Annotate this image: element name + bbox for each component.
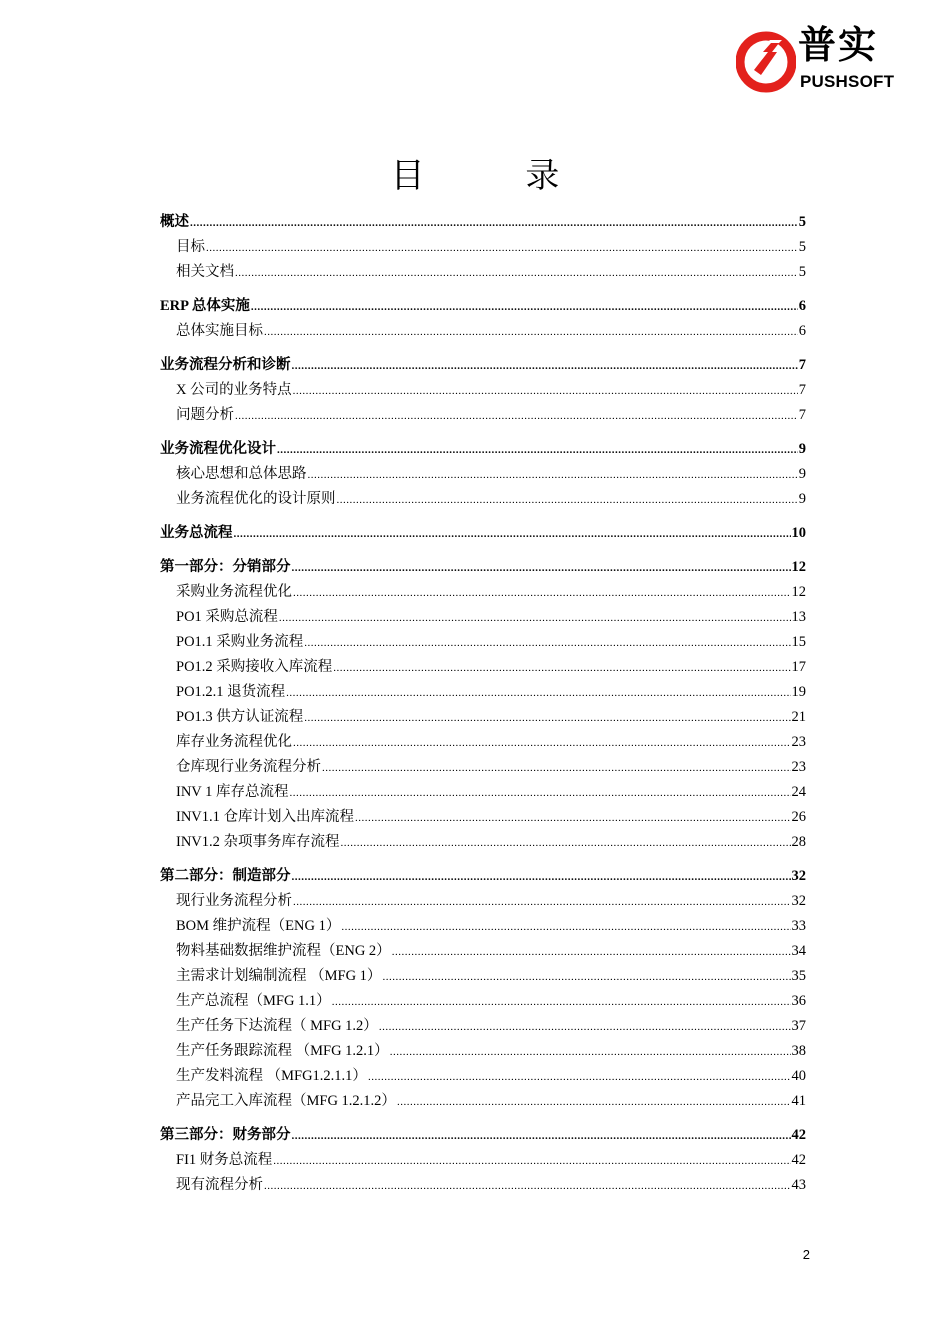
toc-entry-title: 第二部分：制造部分 (160, 868, 291, 884)
toc-entry-page: 7 (798, 357, 806, 373)
toc-entry-level2[interactable] (160, 1039, 806, 1064)
toc-entry-level1[interactable] (160, 555, 806, 580)
toc-entry-level2[interactable] (160, 889, 806, 914)
toc-entry-level2[interactable] (160, 403, 806, 428)
toc-entry-level2[interactable] (160, 378, 806, 403)
toc-leader-dots (290, 781, 791, 806)
pushsoft-logo-icon (736, 28, 796, 94)
toc-entry-level2[interactable] (160, 630, 806, 655)
toc-entry-title: 相关文档 (176, 264, 234, 280)
toc-entry-title: INV 1 库存总流程 (176, 784, 289, 800)
toc-entry-page: 40 (791, 1068, 806, 1084)
toc-entry-level1[interactable] (160, 294, 806, 319)
toc-entry-title: 核心思想和总体思路 (176, 466, 307, 482)
toc-entry-title: PO1.2.1 退货流程 (176, 684, 286, 700)
toc-entry-page: 42 (791, 1152, 806, 1168)
toc-entry-page: 13 (791, 609, 806, 625)
toc-entry-level2[interactable] (160, 605, 806, 630)
toc-entry-page: 5 (798, 214, 806, 230)
toc-entry-page: 10 (791, 525, 806, 541)
toc-entry-title: 仓库现行业务流程分析 (176, 759, 321, 775)
toc-entry-page: 17 (791, 659, 806, 675)
toc-leader-dots (341, 915, 790, 940)
toc-entry-level2[interactable] (160, 964, 806, 989)
toc-entry-page: 41 (791, 1093, 806, 1109)
toc-entry-level2[interactable] (160, 1148, 806, 1173)
toc-entry-title: 业务流程分析和诊断 (160, 357, 291, 373)
toc-entry-page: 23 (791, 734, 806, 750)
table-of-contents (160, 210, 806, 1198)
toc-entry-title: PO1.2 采购接收入库流程 (176, 659, 333, 675)
toc-entry-page: 12 (791, 559, 806, 575)
toc-leader-dots (190, 211, 798, 236)
toc-entry-title: 现有流程分析 (176, 1177, 263, 1193)
toc-leader-dots (341, 831, 791, 856)
toc-entry-page: 34 (791, 943, 806, 959)
logo-english-text: PUSHSOFT (800, 72, 895, 91)
toc-leader-dots (234, 522, 791, 547)
logo-chinese-text: 普实 (798, 23, 879, 67)
toc-leader-dots (293, 731, 791, 756)
toc-entry-title: X 公司的业务特点 (176, 382, 292, 398)
toc-leader-dots (235, 404, 798, 429)
toc-entry-page: 32 (791, 893, 806, 909)
toc-entry-page: 28 (791, 834, 806, 850)
toc-entry-page: 6 (798, 323, 806, 339)
toc-leader-dots (355, 806, 790, 831)
toc-entry-level2[interactable] (160, 655, 806, 680)
toc-entry-page: 37 (791, 1018, 806, 1034)
toc-leader-dots (304, 631, 790, 656)
toc-entry-level2[interactable] (160, 1064, 806, 1089)
toc-entry-level2[interactable] (160, 462, 806, 487)
toc-leader-dots (379, 1015, 791, 1040)
toc-entry-level2[interactable] (160, 755, 806, 780)
toc-entry-title: 业务流程优化设计 (160, 441, 276, 457)
toc-entry-page: 9 (798, 491, 806, 507)
toc-entry-page: 21 (791, 709, 806, 725)
toc-entry-page: 38 (791, 1043, 806, 1059)
toc-entry-title: 物料基础数据维护流程（ENG 2） (176, 943, 391, 959)
toc-entry-page: 26 (791, 809, 806, 825)
toc-entry-level2[interactable] (160, 680, 806, 705)
toc-entry-level2[interactable] (160, 914, 806, 939)
toc-leader-dots (264, 320, 798, 345)
toc-leader-dots (235, 261, 798, 286)
toc-leader-dots (382, 965, 790, 990)
toc-entry-level2[interactable] (160, 830, 806, 855)
toc-entry-level2[interactable] (160, 319, 806, 344)
toc-entry-level2[interactable] (160, 805, 806, 830)
toc-leader-dots (322, 756, 791, 781)
toc-leader-dots (368, 1065, 791, 1090)
toc-entry-level1[interactable] (160, 864, 806, 889)
toc-entry-title: FI1 财务总流程 (176, 1152, 273, 1168)
toc-entry-page: 23 (791, 759, 806, 775)
pushsoft-logo (736, 23, 906, 98)
toc-entry-page: 32 (791, 868, 806, 884)
toc-leader-dots (292, 1124, 791, 1149)
toc-entry-title: PO1 采购总流程 (176, 609, 278, 625)
toc-entry-title: 总体实施目标 (176, 323, 263, 339)
toc-entry-level2[interactable] (160, 780, 806, 805)
toc-entry-title: 生产总流程（MFG 1.1） (176, 993, 331, 1009)
toc-entry-level2[interactable] (160, 260, 806, 285)
toc-leader-dots (286, 681, 790, 706)
toc-entry-level1[interactable] (160, 521, 806, 546)
toc-entry-page: 35 (791, 968, 806, 984)
toc-entry-title: 业务流程优化的设计原则 (176, 491, 336, 507)
toc-entry-page: 19 (791, 684, 806, 700)
toc-leader-dots (337, 488, 798, 513)
toc-entry-page: 7 (798, 382, 806, 398)
toc-entry-page: 9 (798, 441, 806, 457)
toc-entry-title: PO1.3 供方认证流程 (176, 709, 304, 725)
toc-leader-dots (397, 1090, 791, 1115)
toc-entry-level1[interactable] (160, 437, 806, 462)
toc-entry-title: 目标 (176, 239, 205, 255)
toc-leader-dots (292, 865, 791, 890)
toc-leader-dots (293, 379, 798, 404)
toc-entry-title: 业务总流程 (160, 525, 233, 541)
toc-entry-title: BOM 维护流程（ENG 1） (176, 918, 341, 934)
toc-leader-dots (304, 706, 790, 731)
toc-entry-title: 概述 (160, 214, 189, 230)
toc-leader-dots (390, 1040, 791, 1065)
toc-leader-dots (264, 1174, 791, 1199)
toc-leader-dots (279, 606, 791, 631)
toc-entry-level2[interactable] (160, 1089, 806, 1114)
toc-entry-page: 9 (798, 466, 806, 482)
toc-entry-level2[interactable] (160, 235, 806, 260)
toc-entry-level2[interactable] (160, 487, 806, 512)
toc-title: 目 录 (390, 156, 560, 196)
toc-leader-dots (293, 890, 791, 915)
toc-entry-title: PO1.1 采购业务流程 (176, 634, 304, 650)
toc-leader-dots (392, 940, 791, 965)
toc-entry-level1[interactable] (160, 210, 806, 235)
toc-entry-title: ERP 总体实施 (160, 298, 250, 314)
toc-entry-page: 5 (798, 264, 806, 280)
toc-entry-page: 12 (791, 584, 806, 600)
toc-leader-dots (332, 990, 791, 1015)
toc-entry-page: 7 (798, 407, 806, 423)
toc-entry-page: 42 (791, 1127, 806, 1143)
toc-leader-dots (293, 581, 791, 606)
toc-leader-dots (277, 438, 798, 463)
toc-entry-title: 采购业务流程优化 (176, 584, 292, 600)
toc-entry-title: 现行业务流程分析 (176, 893, 292, 909)
toc-entry-page: 36 (791, 993, 806, 1009)
toc-entry-title: INV1.2 杂项事务库存流程 (176, 834, 340, 850)
toc-entry-page: 33 (791, 918, 806, 934)
toc-leader-dots (333, 656, 790, 681)
toc-leader-dots (308, 463, 798, 488)
toc-leader-dots (251, 295, 798, 320)
toc-entry-level2[interactable] (160, 1173, 806, 1198)
toc-entry-title: 第三部分：财务部分 (160, 1127, 291, 1143)
toc-entry-title: 问题分析 (176, 407, 234, 423)
toc-entry-level2[interactable] (160, 989, 806, 1014)
toc-entry-page: 15 (791, 634, 806, 650)
page-number: 2 (802, 1247, 810, 1262)
toc-entry-title: 生产任务下达流程（ MFG 1.2） (176, 1018, 378, 1034)
toc-entry-level2[interactable] (160, 1014, 806, 1039)
toc-entry-page: 5 (798, 239, 806, 255)
toc-entry-title: 第一部分：分销部分 (160, 559, 291, 575)
toc-entry-level2[interactable] (160, 580, 806, 605)
toc-leader-dots (292, 556, 791, 581)
toc-leader-dots (273, 1149, 790, 1174)
toc-entry-title: INV1.1 仓库计划入出库流程 (176, 809, 355, 825)
toc-entry-level1[interactable] (160, 353, 806, 378)
toc-entry-title: 生产发料流程 （MFG1.2.1.1） (176, 1068, 367, 1084)
toc-entry-level1[interactable] (160, 1123, 806, 1148)
toc-entry-level2[interactable] (160, 705, 806, 730)
toc-entry-title: 生产任务跟踪流程 （MFG 1.2.1） (176, 1043, 389, 1059)
toc-leader-dots (206, 236, 798, 261)
toc-leader-dots (292, 354, 798, 379)
toc-entry-title: 产品完工入库流程（MFG 1.2.1.2） (176, 1093, 396, 1109)
toc-entry-page: 6 (798, 298, 806, 314)
toc-entry-title: 主需求计划编制流程 （MFG 1） (176, 968, 382, 984)
toc-entry-level2[interactable] (160, 730, 806, 755)
toc-entry-level2[interactable] (160, 939, 806, 964)
toc-entry-title: 库存业务流程优化 (176, 734, 292, 750)
toc-entry-page: 43 (791, 1177, 806, 1193)
toc-entry-page: 24 (791, 784, 806, 800)
